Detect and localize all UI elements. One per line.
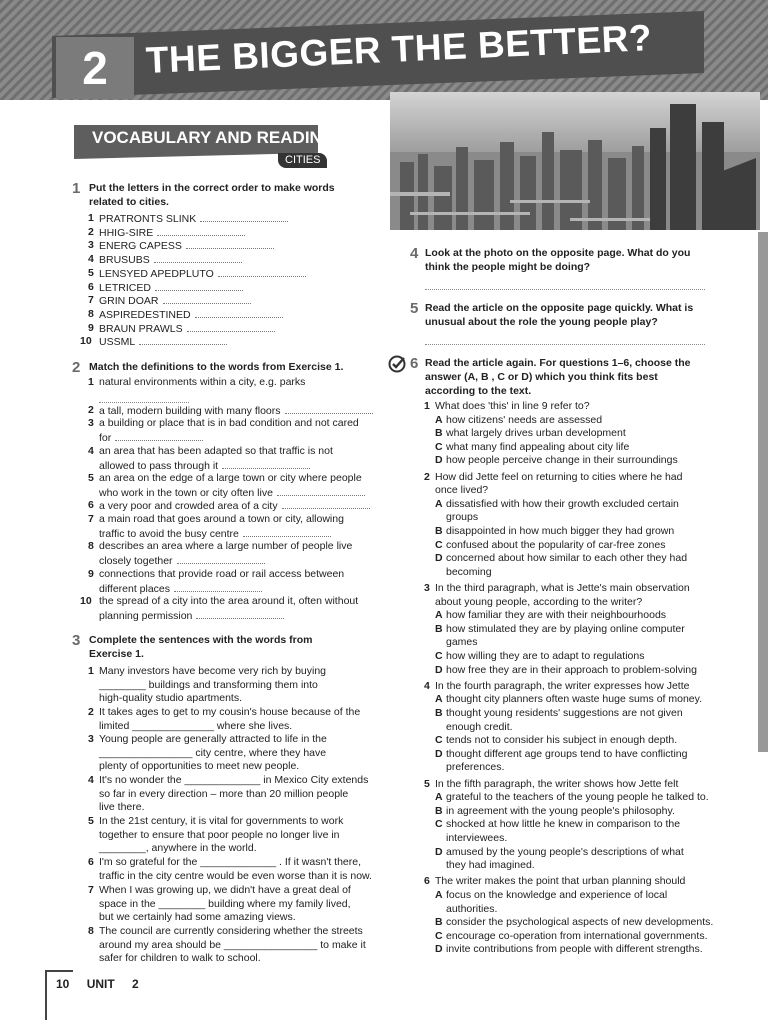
sentence-text: Young people are generally attracted to life in the: [99, 733, 327, 745]
option-text[interactable]: what many find appealing about city life: [446, 440, 630, 453]
answer-blank[interactable]: [174, 582, 262, 592]
definition-text: who work in the town or city often live: [99, 486, 365, 501]
question-number: 5: [424, 777, 430, 790]
item-number: 9: [88, 568, 94, 580]
option-text[interactable]: interviewees.: [446, 832, 508, 844]
answer-blank[interactable]: [277, 486, 365, 496]
item-number: 2: [88, 706, 94, 718]
item-number: 5: [88, 266, 94, 279]
option-letter[interactable]: C: [435, 929, 443, 942]
item-number: 6: [88, 499, 94, 511]
city-skyline-photo: [390, 92, 760, 230]
item-number: 3: [88, 733, 94, 745]
sentence-text: When I was growing up, we didn't have a great deal of: [99, 884, 351, 896]
scrambled-word: [99, 322, 275, 337]
sentence-text: together to ensure that poor people no longer live in: [99, 828, 340, 841]
option-letter[interactable]: B: [435, 427, 443, 440]
sentence-text: It takes ages to get to my cousin's house because of the: [99, 706, 361, 718]
exercise-4-answer-line[interactable]: [425, 289, 705, 290]
question-text: In the third paragraph, what is Jette's main observation: [435, 582, 690, 594]
scrambled-word-text: USSML: [99, 336, 136, 349]
option-text[interactable]: how free they are in their approach to problem-solving: [446, 663, 697, 676]
option-text[interactable]: how willing they are to adapt to regulations: [446, 650, 645, 662]
footer-unit-label: UNIT 2: [86, 977, 139, 991]
exercise-1-instruction: Put the letters in the correct order to make words related to cities.: [89, 182, 335, 208]
sentence-text: live there.: [99, 801, 145, 814]
question-text: In the fourth paragraph, the writer expresses how Jette: [435, 679, 690, 692]
unit-number: 2: [56, 37, 134, 99]
answer-blank[interactable]: [200, 212, 288, 222]
exercise-5-instruction: Read the article on the opposite page quickly. What is unusual about the role the young people play?: [425, 302, 694, 328]
answer-blank[interactable]: [154, 253, 242, 263]
question-text: What does 'this' in line 9 refer to?: [435, 400, 590, 412]
sentence-text: but we certainly had some amazing views.: [99, 911, 296, 924]
item-number: 7: [88, 884, 94, 896]
answer-blank[interactable]: [196, 609, 284, 619]
sentence-text: space in the ________ building where my family lived,: [99, 897, 351, 910]
scrambled-word: [99, 294, 251, 309]
option-text[interactable]: focus on the knowledge and experience of local: [446, 889, 668, 901]
option-text[interactable]: games: [446, 636, 478, 649]
option-letter[interactable]: C: [435, 440, 443, 453]
option-text[interactable]: grateful to the teachers of the young people he talked to.: [446, 791, 709, 804]
scrambled-word-text: PRATRONTS SLINK: [99, 213, 197, 225]
option-text[interactable]: becoming: [446, 565, 492, 578]
option-text[interactable]: enough credit.: [446, 720, 513, 733]
answer-blank[interactable]: [139, 335, 227, 345]
question-number: 4: [424, 679, 430, 692]
option-letter[interactable]: A: [435, 497, 443, 510]
option-letter[interactable]: A: [435, 413, 443, 426]
option-letter[interactable]: D: [435, 552, 443, 565]
answer-blank[interactable]: [222, 459, 310, 469]
option-letter[interactable]: B: [435, 622, 443, 635]
answer-blank[interactable]: [186, 239, 274, 249]
option-text[interactable]: what largely drives urban development: [446, 427, 626, 440]
option-text[interactable]: thought young residents' suggestions are not given: [446, 707, 683, 719]
question-number: 1: [424, 400, 430, 412]
option-text[interactable]: how familiar they are with their neighbourhoods: [446, 609, 667, 622]
option-letter[interactable]: B: [435, 707, 443, 719]
answer-blank[interactable]: [157, 226, 245, 236]
sentence-text: In the 21st century, it is vital for governments to work: [99, 815, 344, 827]
scrambled-word-text: BRUSUBS: [99, 254, 150, 267]
definition-text: connections that provide road or rail access between: [99, 568, 345, 580]
sentence-text: ________ buildings and transforming them into: [99, 678, 318, 691]
sentence-text: so far in every direction – more than 20 million people: [99, 787, 349, 800]
question-number: 3: [424, 582, 430, 594]
item-number: 1: [88, 665, 94, 677]
exercise-5-answer-line[interactable]: [425, 344, 705, 345]
answer-blank[interactable]: [285, 404, 373, 414]
option-text[interactable]: disappointed in how much bigger they had grown: [446, 525, 675, 537]
option-text[interactable]: encourage co-operation from international governments.: [446, 929, 708, 942]
item-number: 1: [88, 212, 94, 224]
sentence-text: ________, anywhere in the world.: [99, 842, 257, 855]
option-letter[interactable]: B: [435, 916, 443, 929]
option-text[interactable]: groups: [446, 511, 479, 524]
sentence-text: It's no wonder the _____________ in Mexico City extends: [99, 774, 369, 786]
definition-text: a very poor and crowded area of a city: [99, 499, 370, 514]
page-edge-tab: [758, 232, 768, 752]
definition-text: a main road that goes around a town or city, allowing: [99, 513, 344, 525]
section-title: VOCABULARY AND READING: [92, 128, 336, 147]
answer-blank[interactable]: [282, 499, 370, 509]
item-number: 4: [88, 253, 94, 266]
definition-text: for: [99, 431, 203, 446]
exercise-2-number: 2: [72, 359, 81, 376]
option-text[interactable]: amused by the young people's descriptions of what: [446, 845, 684, 858]
option-text[interactable]: dissatisfied with how their growth excluded certain: [446, 497, 679, 510]
exercise-6-instruction: Read the article again. For questions 1–6, choose the answer (A, B , C or D) which you think fits best according to the text.: [425, 357, 691, 397]
item-number: 10: [80, 595, 92, 607]
exercise-3-number: 3: [72, 632, 81, 649]
item-number: 7: [88, 513, 94, 525]
question-number: 6: [424, 875, 430, 888]
item-number: 2: [88, 225, 94, 238]
option-letter[interactable]: A: [435, 693, 443, 706]
option-text[interactable]: how citizens' needs are assessed: [446, 413, 603, 426]
sentence-text: ________________ city centre, where they have: [99, 746, 327, 759]
option-letter[interactable]: C: [435, 650, 443, 662]
item-number: 3: [88, 239, 94, 252]
option-text[interactable]: they had imagined.: [446, 859, 535, 872]
option-text[interactable]: preferences.: [446, 761, 505, 774]
option-letter[interactable]: D: [435, 747, 443, 760]
scrambled-word: [99, 335, 227, 350]
answer-blank[interactable]: [195, 308, 283, 318]
scrambled-word: [99, 253, 242, 268]
definition-text: different places: [99, 582, 262, 597]
option-letter[interactable]: A: [435, 889, 443, 901]
exercise-5-number: 5: [410, 300, 419, 317]
question-text: In the fifth paragraph, the writer shows how Jette felt: [435, 777, 679, 790]
sentence-text: around my area should be ________________ to make it: [99, 938, 366, 951]
scrambled-word-text: ENERG CAPESS: [99, 240, 182, 253]
option-text[interactable]: confused about the popularity of car-free zones: [446, 538, 666, 551]
sentence-text: traffic in the city centre would be even worse than it is now.: [99, 869, 372, 882]
scrambled-word-text: LENSYED APEDPLUTO: [99, 267, 214, 280]
sentence-text: high-quality studio apartments.: [99, 692, 242, 705]
exercise-6-number: 6: [410, 355, 419, 372]
answer-blank[interactable]: [243, 527, 331, 537]
footer-rule-vertical: [45, 970, 47, 1020]
topic-tag: CITIES: [278, 153, 327, 168]
page-number: 10: [56, 977, 70, 991]
answer-blank[interactable]: [177, 554, 265, 564]
exercise-3-instruction: Complete the sentences with the words from Exercise 1.: [89, 634, 313, 660]
exercise-1-number: 1: [72, 180, 81, 197]
item-number: 2: [88, 404, 94, 416]
option-letter[interactable]: D: [435, 663, 443, 676]
sentence-text: I'm so grateful for the _____________ . If it wasn't there,: [99, 856, 362, 868]
question-text: How did Jette feel on returning to cities where he had: [435, 470, 683, 483]
item-number: 4: [88, 774, 94, 786]
sentence-text: safer for children to walk to school.: [99, 952, 261, 965]
definition-text: describes an area where a large number of people live: [99, 540, 353, 552]
scrambled-word: [99, 239, 274, 254]
option-letter[interactable]: B: [435, 525, 443, 537]
scrambled-word-text: ASPIREDESTINED: [99, 308, 191, 321]
definition-text: natural environments within a city, e.g. parks: [99, 376, 306, 388]
option-text[interactable]: thought different age groups tend to have conflicting: [446, 747, 688, 760]
option-text[interactable]: how stimulated they are by playing online computer: [446, 622, 685, 635]
item-number: 8: [88, 540, 94, 552]
item-number: 5: [88, 472, 94, 484]
option-letter[interactable]: A: [435, 791, 443, 804]
scrambled-word: [99, 281, 243, 296]
scrambled-word-text: BRAUN PRAWLS: [99, 322, 183, 335]
answer-blank[interactable]: [163, 294, 251, 304]
definition-text: traffic to avoid the busy centre: [99, 527, 331, 542]
scrambled-word: [99, 308, 283, 323]
answer-blank[interactable]: [218, 267, 306, 277]
option-letter[interactable]: C: [435, 734, 443, 747]
option-letter[interactable]: B: [435, 804, 443, 817]
option-text[interactable]: consider the psychological aspects of new developments.: [446, 916, 714, 929]
footer: [56, 977, 139, 991]
scrambled-word-text: LETRICED: [99, 281, 151, 294]
option-text[interactable]: tends not to consider his subject in enough depth.: [446, 734, 678, 747]
question-text: once lived?: [435, 484, 489, 497]
option-text[interactable]: in agreement with the young people's philosophy.: [446, 804, 675, 817]
item-number: 3: [88, 417, 94, 429]
unit-title: THE BIGGER THE BETTER?: [145, 17, 653, 81]
item-number: 7: [88, 294, 94, 307]
item-number: 10: [80, 335, 92, 348]
question-text: about young people, according to the writer?: [435, 595, 643, 608]
question-number: 2: [424, 470, 430, 483]
item-number: 1: [88, 376, 94, 388]
option-letter[interactable]: C: [435, 538, 443, 551]
exercise-4-instruction: Look at the photo on the opposite page. What do you think the people might be doing?: [425, 247, 691, 273]
question-text: The writer makes the point that urban planning should: [435, 875, 686, 888]
item-number: 9: [88, 321, 94, 334]
option-text[interactable]: thought city planners often waste huge sums of money.: [446, 693, 703, 706]
option-letter[interactable]: C: [435, 818, 443, 831]
item-number: 6: [88, 280, 94, 293]
scrambled-word-text: HHIG-SIRE: [99, 226, 154, 239]
exercise-4-number: 4: [410, 245, 419, 262]
answer-blank[interactable]: [155, 281, 243, 291]
item-number: 8: [88, 925, 94, 937]
answer-blank[interactable]: [99, 402, 189, 403]
answer-blank[interactable]: [115, 431, 203, 441]
exercise-2-instruction: Match the definitions to the words from Exercise 1.: [89, 361, 344, 373]
exam-task-check-icon: [388, 355, 406, 373]
scrambled-word: [99, 267, 306, 282]
answer-blank[interactable]: [187, 322, 275, 332]
sentence-text: plenty of opportunities to meet new people.: [99, 760, 300, 773]
option-text[interactable]: shocked at how little he knew in comparison to the: [446, 818, 681, 831]
definition-text: closely together: [99, 554, 265, 569]
skyline-illustration: [390, 92, 760, 230]
definition-text: allowed to pass through it: [99, 459, 310, 474]
definition-text: an area that has been adapted so that traffic is not: [99, 445, 333, 457]
option-text[interactable]: concerned about how similar to each other they had: [446, 552, 688, 565]
option-text[interactable]: invite contributions from people with different strengths.: [446, 943, 703, 956]
option-letter[interactable]: D: [435, 845, 443, 858]
definition-text: a building or place that is in bad condition and not cared: [99, 417, 359, 429]
item-number: 6: [88, 856, 94, 868]
scrambled-word: [99, 212, 288, 227]
sentence-text: Many investors have become very rich by buying: [99, 665, 327, 677]
scrambled-word: [99, 226, 245, 241]
sentence-text: limited ______________ where she lives.: [99, 719, 293, 732]
definition-text: the spread of a city into the area around it, often without: [99, 595, 359, 607]
option-letter[interactable]: D: [435, 454, 443, 467]
option-letter[interactable]: A: [435, 609, 443, 622]
sentence-text: The council are currently considering whether the streets: [99, 925, 363, 937]
scrambled-word-text: GRIN DOAR: [99, 295, 159, 308]
item-number: 4: [88, 445, 94, 457]
option-letter[interactable]: D: [435, 943, 443, 956]
footer-rule-horizontal: [45, 970, 73, 972]
item-number: 8: [88, 307, 94, 320]
definition-text: an area on the edge of a large town or city where people: [99, 472, 362, 484]
definition-text: planning permission: [99, 609, 284, 624]
option-text[interactable]: authorities.: [446, 902, 498, 915]
item-number: 5: [88, 815, 94, 827]
definition-text: a tall, modern building with many floors: [99, 404, 373, 419]
option-text[interactable]: how people perceive change in their surroundings: [446, 454, 678, 467]
